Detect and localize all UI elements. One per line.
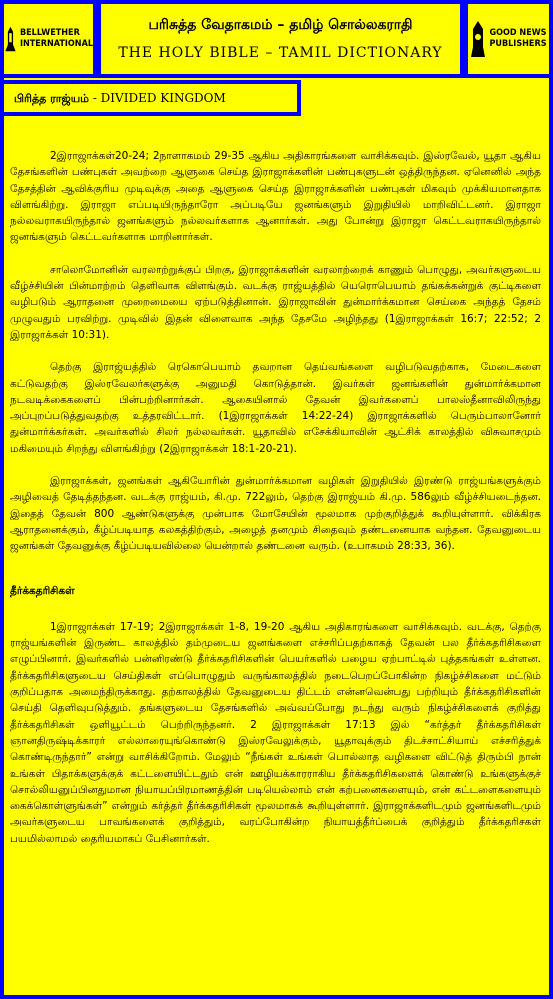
right-logo-line2: PUBLISHERS xyxy=(489,39,547,49)
main-content xyxy=(10,148,541,863)
left-logo-line2: INTERNATIONAL xyxy=(19,39,93,49)
title-tamil: பரிசுத்த வேதாகமம் – தமிழ் சொல்லகராதி xyxy=(148,17,413,33)
good-news-icon xyxy=(470,19,486,59)
paragraph: 2இராஜாக்கள்20-24; 2நாளாகமம் 29-35 ஆகிய அதிகாரங்களை வாசிக்கவும். இஸ்ரவேல், யூதா ஆகிய தேசங்களின் பண்புகள் அவற்றை ஆளுகை செய்த இராஜாக்களின் பண்புகளுடன் ஒத்திருந்தன. ஏனெனில் அந்த தேசத்தின் ஆவிக்குரிய முடிவுக்கு அதை ஆளுகை செய்த இராஜாக்களின் பண்புகள் மிகவும் முக்கியமானதாக விளங்கிற்று. இராஜா எப்படியிருந்தாரோ அப்படியே ஜனங்களும் இறுதியில் மாறிவிட்டனர். இராஜா நல்லவராகயிருந்தால் ஜனங்களும் நல்லவர்களாக ஆனார்கள். அது போன்று இராஜா கெட்டவராகயிருந்தால் ஜனங்களும் கெட்டவர்களாக மாறினார்கள். xyxy=(10,150,541,244)
paragraph: சாலொமோனின் வரலாற்றுக்குப் பிறகு, இராஜாக்களின் வரலாற்றைக் காணும் பொழுது, அவர்களுடைய வீழ்ச்சியின் பின்மாற்றம் தெளிவாக விளங்கும். வடக்கு ராஜ்யத்தில் யெரொபெயாம் தங்கக்கன்றுக் குட்டிகளை வழிபடும் ஆராதனை முறைமையை ஏற்படுத்தினான். இராஜாவின் துன்மார்க்கமான செய்கை அந்தத் தேசம் முழுவதும் பரவிற்று. முடிவில் இதன் விளைவாக அந்த தேசமே அழிந்தது (1இராஜாக்கள் 16:7; 22:52; 2 இராஜாக்கள் 10:31). xyxy=(10,263,541,341)
title-box xyxy=(97,0,464,78)
header xyxy=(0,0,553,80)
prophets-heading: தீர்க்கதரிசிகள் xyxy=(10,584,75,597)
right-logo-line1: GOOD NEWS xyxy=(489,28,547,38)
paragraph-prophets: 1இராஜாக்கள் 17-19; 2இராஜாக்கள் 1-8, 19-20 ஆகிய அதிகாரங்களை வாசிக்கவும். வடக்கு, தெற்கு ராஜ்யங்களின் இருண்ட காலத்தில் தம்முடைய ஜனங்களை எச்சரிப்பதற்காகத் தேவன் பல தீர்க்கதரிசிகளை எழுப்பினார். இவர்களில் பன்னிரண்டு தீர்க்கதரிசிகளின் பெயர்களில் பழைய ஏற்பாட்டில் புத்தகங்கள் உள்ளன. தீர்க்கதரிசிகளுடைய செய்திகள் எப்பொழுதும் வருங்காலத்தில் நடைபெறப்போகின்ற நிகழ்ச்சிகளை மட்டும் குறிப்பதாக அமைந்திருக்காது. தற்காலத்தில் தேவனுடைய திட்டம் என்னவென்பது பற்றியும் தீர்க்கதரிசிகளின் செய்தி தெளிவுபடுத்தும். தங்களுடைய தேசங்களில் அவ்வப்போது நடந்து வரும் நிகழ்ச்சிகளைக் குறித்து தீர்க்கதரிசிகள் ஒளியூட்டம் பெற்றிருந்தனர். 2 இராஜாக்கள் 17:13 இல் “கர்த்தர் தீர்க்கதரிசிகள் ஞானதிருஷ்டிக்காரர் எல்லாரையுங்கொண்டு இஸ்ரவேலுக்கும், யூதாவுக்கும் திடச்சாட்சியாய் எச்சரித்துக் கொண்டிருந்தார்” என்று வாசிக்கிறோம். மேலும் “நீங்கள் உங்கள் பொல்லாத வழிகளை விட்டுத் திரும்பி நான் உங்கள் பிதாக்களுக்குக் கட்டளையிட்டதும் என் ஊழியக்காரராகிய தீர்க்கதரிசிகளைக் கொண்டு உங்களுக்குச் சொல்லியனுப்பினதுமான நியாயப்பிரமாணத்தின் படியெல்லாம் என் கற்பனைகளையும், என் கட்டளைகளையும் கைக்கொள்ளுங்கள்” என்றும் கர்த்தர் தீர்க்கதரிசிகள் மூலமாகக் கூறியுள்ளார். இராஜாக்களிடமும் ஜனங்களிடமும் அவர்களுடைய பாவங்களைக் குறித்தும், வரப்போகின்ற நியாயத்தீர்ப்பைக் குறித்தும் தீர்க்கதரிசகள் பயமில்லாமல் தைரியமாகப் பேசினார்கள். xyxy=(10,620,541,845)
left-logo-line1: BELLWETHER xyxy=(19,28,80,38)
section-title-english: - DIVIDED KINGDOM xyxy=(89,91,226,105)
bellwether-icon xyxy=(4,18,17,60)
title-english: THE HOLY BIBLE – TAMIL DICTIONARY xyxy=(118,45,443,61)
paragraph: தெற்கு இராஜ்யத்தில் ரெகொபெயாம் தவறான தெய்வங்களை வழிபடுவதற்காக, மேடைகளை கட்டுவதற்கு இஸ்ரவேலர்களுக்கு அனுமதி கொடுத்தான். இவர்கள் ஜனங்களின் துன்மார்க்கமான நடவடிக்கைகளைப் பின்பற்றினார்கள். ஆகையினால் தேவன் இவர்களைப் பாலஸ்தீனாவிலிருந்து அப்புறப்படுத்துவதற்கு உத்தரவிட்டார். (1இராஜாக்கள் 14:22-24) இராஜாக்களில் பெரும்பாலானோர் துன்மார்க்கர்கள். அவர்களில் சிலர் நல்லவர்கள். யூதாவில் எசேக்கியாவின் ஆட்சிக் காலத்தில் விசுவாசமும் மகிமையும் சிறந்து விளங்கிற்று (2இராஜாக்கள் 18:1-20-21). xyxy=(10,361,541,455)
section-title-tamil: பிரித்த ராஜ்யம் xyxy=(14,92,89,105)
section-heading xyxy=(0,80,301,116)
paragraph: இராஜாக்கள், ஜனங்கள் ஆகியோரின் துன்மார்க்கமான வழிகள் இறுதியில் இரண்டு ராஜ்யங்களுக்கும் அழிவைத் தேடித்தந்தன. வடக்கு ராஜ்யம், கி.மு. 722லும், தெற்கு இராஜ்யம் கி.மு. 586லும் வீழ்ச்சியடைந்தன. இதைத் தேவன் 800 ஆண்டுகளுக்கு முன்பாக மோசேயின் மூலமாக முற்குறித்துக் கூறியுள்ளார். விக்கிரக ஆராதனைக்கும், கீழ்ப்படியாத கலகத்திற்கும், அழைத் தனமும் சிதைவும் தண்டனையாக வந்தன. தேவனுடைய ஜனங்கள் தேவனுக்கு கீழ்ப்படியவில்லை யென்றால் தண்டனை வரும். (உபாகமம் 28:33, 36). xyxy=(10,475,541,553)
good-news-logo xyxy=(464,0,553,78)
bellwether-logo xyxy=(0,0,97,78)
